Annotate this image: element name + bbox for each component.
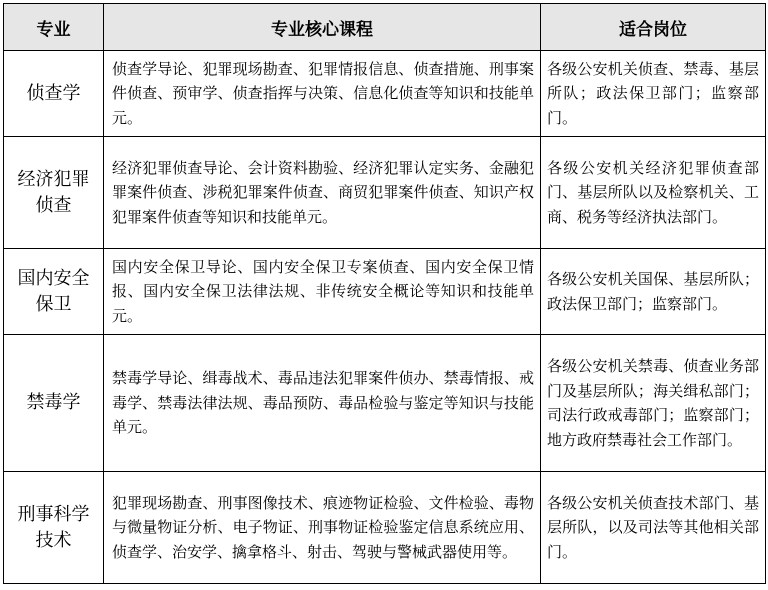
courses-cell: 侦查学导论、犯罪现场勘查、犯罪情报信息、侦查措施、刑事案件侦查、预审学、侦查指挥与决策、信息化侦查等知识和技能单元。	[104, 51, 541, 137]
major-cell: 禁毒学	[4, 335, 104, 472]
courses-cell: 国内安全保卫导论、国内安全保卫专案侦查、国内安全保卫情报、国内安全保卫法律法规、非传统安全概论等知识和技能单元。	[104, 249, 541, 335]
posts-cell: 各级公安机关侦查技术部门、基层所队，以及司法等其他相关部门。	[541, 472, 766, 584]
major-cell: 经济犯罪侦查	[4, 137, 104, 249]
table-row	[4, 335, 766, 472]
table-row	[4, 137, 766, 249]
header-row	[4, 4, 766, 51]
table-row	[4, 51, 766, 137]
posts-cell: 各级公安机关国保、基层所队；政法保卫部门；监察部门。	[541, 249, 766, 335]
header-posts: 适合岗位	[541, 4, 766, 51]
majors-table	[3, 3, 766, 584]
table-row	[4, 472, 766, 584]
courses-cell: 犯罪现场勘查、刑事图像技术、痕迹物证检验、文件检验、毒物与微量物证分析、电子物证、刑事物证检验鉴定信息系统应用、侦查学、治安学、擒拿格斗、射击、驾驶与警械武器使用等。	[104, 472, 541, 584]
major-cell: 侦查学	[4, 51, 104, 137]
courses-cell: 禁毒学导论、缉毒战术、毒品违法犯罪案件侦办、禁毒情报、戒毒学、禁毒法律法规、毒品预防、毒品检验与鉴定等知识与技能单元。	[104, 335, 541, 472]
courses-cell: 经济犯罪侦查导论、会计资料勘验、经济犯罪认定实务、金融犯罪案件侦查、涉税犯罪案件侦查、商贸犯罪案件侦查、知识产权犯罪案件侦查等知识和技能单元。	[104, 137, 541, 249]
posts-cell: 各级公安机关侦查、禁毒、基层所队；政法保卫部门；监察部门。	[541, 51, 766, 137]
table-row	[4, 249, 766, 335]
header-courses: 专业核心课程	[104, 4, 541, 51]
header-major: 专业	[4, 4, 104, 51]
posts-cell: 各级公安机关禁毒、侦查业务部门及基层所队；海关缉私部门；司法行政戒毒部门；监察部门；地方政府禁毒社会工作部门。	[541, 335, 766, 472]
major-cell: 刑事科学技术	[4, 472, 104, 584]
major-cell: 国内安全保卫	[4, 249, 104, 335]
posts-cell: 各级公安机关经济犯罪侦查部门、基层所队以及检察机关、工商、税务等经济执法部门。	[541, 137, 766, 249]
